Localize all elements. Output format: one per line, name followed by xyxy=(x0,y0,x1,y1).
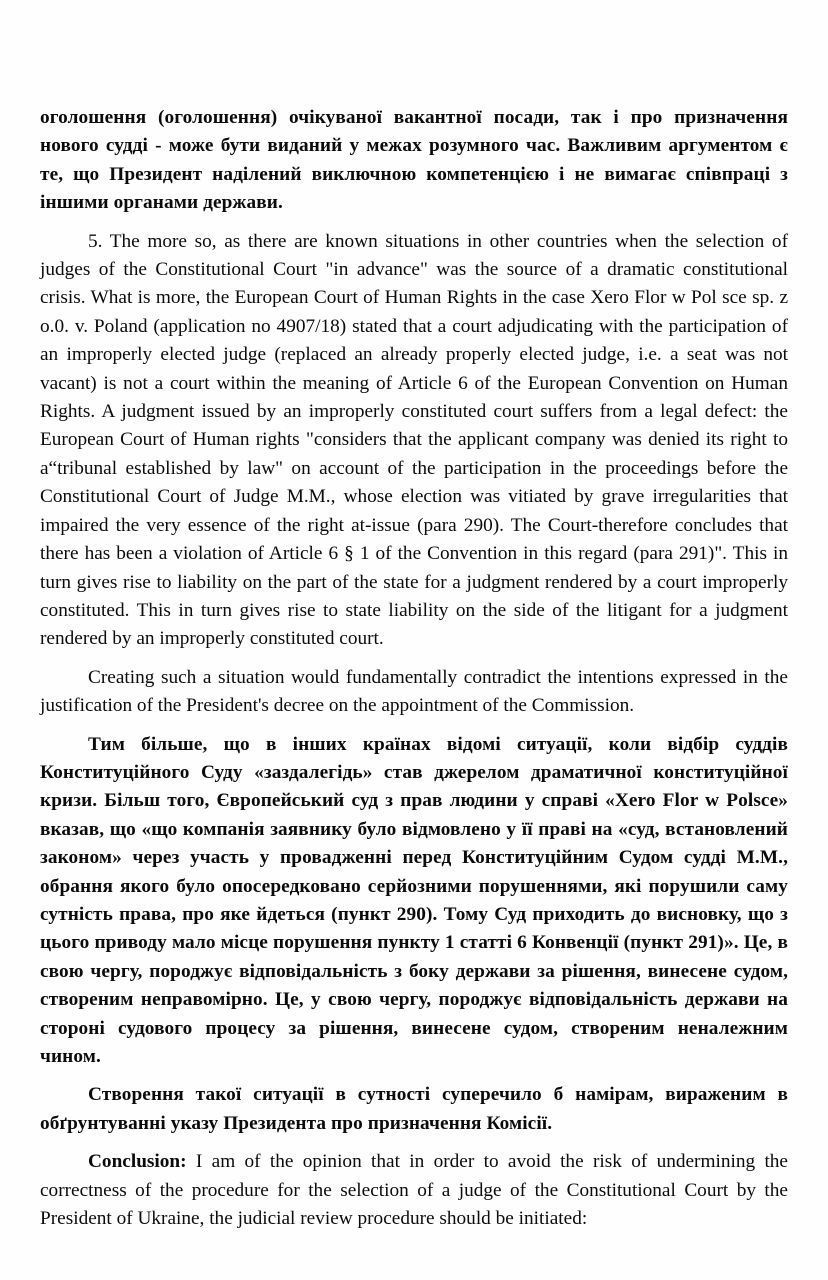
paragraph-ua-stvorennya: Створення такої ситуації в сутності суперечило б намірам, вираженим в обґрунтуванні указу Президента про призначення Комісії. xyxy=(40,1084,788,1134)
conclusion-text: I am of the opinion that in order to avoid the risk of undermining the correctness of the procedure for the selection of a judge of the Constitutional Court by the President of Ukraine, the judicial review procedure should be initiated: xyxy=(40,1151,788,1230)
paragraph-ua-continuation: оголошення (оголошення) очікуваної вакантної посади, так і про призначення нового судді - може бути виданий у межах розумного час. Важливим аргументом є те, що Президент наділений виключною компетенцією і не вимагає співпраці з іншими органами держави. xyxy=(40,107,788,214)
paragraph-en-creating-situation: Creating such a situation would fundamentally contradict the intentions expressed in the justification of the President's decree on the appointment of the Commission. xyxy=(40,666,788,717)
conclusion-label: Conclusion: xyxy=(88,1151,187,1173)
paragraph-ua-tym-bilshe: Тим більше, що в інших країнах відомі ситуації, коли відбір суддів Конституційного Суду «заздалегідь» став джерелом драматичної конституційної кризи. Більш того, Європейський суд з прав людини у справі «Xero Flor w Polsce» вказав, що «що компанія заявнику було відмовлено у її праві на «суд, встановлений законом» через участь у провадженні перед Конституційним Судом судді М.М., обрання якого було опосередковано серйозними порушеннями, які порушили саму сутність права, про яке йдеться (пункт 290). Тому Суд приходить до висновку, що з цього приводу мало місце порушення пункту 1 статті 6 Конвенції (пункт 291)». Це, в свою чергу, породжує відповідальність з боку держави за рішення, винесене судом, створеним неправомірно. Це, у свою чергу, породжує відповідальність держави на стороні судового процесу за рішення, винесене судом, створеним неналежним чином. xyxy=(40,733,788,1067)
paragraph-en-point-5: 5. The more so, as there are known situations in other countries when the selection of judges of the Constitutional Court "in advance" was the source of a dramatic constitutional crisis. What is more, the European Court of Human Rights in the case Xero Flor w Pol sce sp. z o.0. v. Poland (application no 4907/18) stated that a court adjudicating with the participation of an improperly elected judge (replaced an already properly elected judge, i.e. a seat was not vacant) is not a court within the meaning of Article 6 of the European Convention on Human Rights. A judgment issued by an improperly constituted court suffers from a legal defect: the European Court of Human rights "considers that the applicant company was denied its right to a“tribunal established by law" on account of the participation in the proceedings before the Constitutional Court of Judge M.M., whose election was vitiated by grave irregularities that impaired the very essence of the right at-issue (para 290). The Court-therefore concludes that there has been a violation of Article 6 § 1 of the Convention in this regard (para 291)". This in turn gives rise to liability on the part of the state for a judgment rendered by a court improperly constituted. This in turn gives rise to state liability on the side of the litigant for a judgment rendered by an improperly constituted court. xyxy=(40,230,788,650)
paragraph-conclusion xyxy=(40,1148,788,1233)
